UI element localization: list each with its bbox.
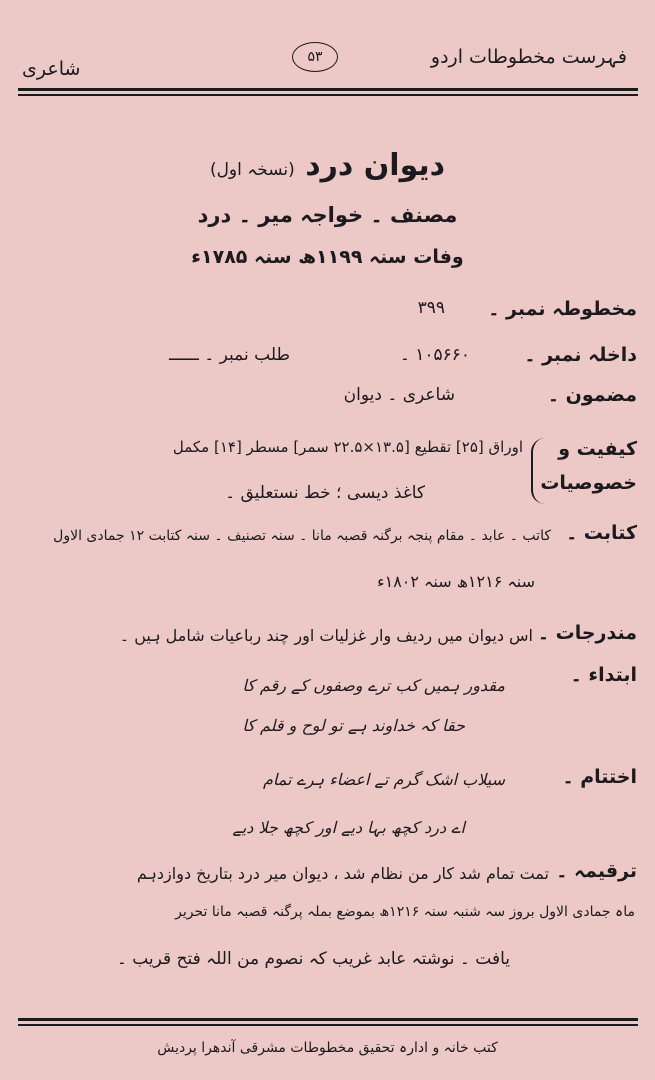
death-date: وفات سنہ ۱۱۹۹ھ سنہ ۱۷۸۵ء (191, 246, 464, 268)
author-line: مصنف ۔ خواجہ میر ۔ درد (197, 203, 458, 227)
incipit-label: ابتداء ۔ (570, 664, 637, 686)
manuscript-title (0, 148, 655, 183)
footer-rule-thin (18, 1024, 638, 1026)
header-rule-thin (18, 94, 638, 96)
scribe-line-1: کاتب ۔ عابد ۔ مقام پنجہ برگنہ قصبہ مانا ۔ سنہ تصنیف ۔ سنہ کتابت ۱۲ جمادی الاول (53, 528, 551, 544)
accession-number-value: ۱۰۵۶۶۰ ۔ (399, 345, 470, 365)
colophon-line-3: یافت ۔ نوشتہ عابد غریب کہ نصوم من اللہ فتح قریب ۔ (116, 949, 510, 969)
catalog-title: فہرست مخطوطات اردو (430, 46, 627, 68)
footer-text: کتب خانہ و ادارہ تحقیق مخطوطات مشرقی آندھرا پردیش (157, 1040, 498, 1056)
title-text: دیوان درد (305, 148, 446, 183)
colophon-label: ترقیمہ ۔ (556, 860, 637, 882)
manuscript-number-value: ۳۹۹ (417, 298, 445, 318)
explicit-verse-2: اے درد کچھ بہا دیے اور کچھ جلا دیے (232, 818, 465, 837)
colophon-line-1: تمت تمام شد کار من نظام شد ، دیوان میر درد بتاریخ دوازدہم (136, 864, 549, 883)
scribe-line-2: سنہ ۱۲۱۶ھ سنہ ۱۸۰۲ء (377, 572, 535, 591)
section-name: شاعری (22, 58, 81, 80)
condition-label-1: کیفیت و (558, 438, 637, 460)
grouping-brace (531, 438, 547, 504)
scribe-label: کتابت ۔ (566, 522, 637, 544)
incipit-verse-1: مقدور ہمیں کب ترے وصفوں کے رقم کا (242, 676, 505, 695)
condition-line-2: کاغذ دیسی ؛ خط نستعلیق ۔ (225, 483, 425, 503)
incipit-verse-2: حقا کہ خداوند ہے تو لوح و قلم کا (242, 716, 465, 735)
explicit-verse-1: سیلاب اشک گرم تے اعضاء ہرے تمام (262, 770, 505, 789)
condition-line-1: اوراق [۲۵] تقطیع [۱۳.۵×۲۲.۵ سمر] مسطر [۱۴] مکمل (172, 438, 523, 456)
accession-number-label: داخلہ نمبر ۔ (524, 344, 637, 366)
explicit-label: اختتام ۔ (562, 766, 637, 788)
subject-value: شاعری ۔ دیوان (343, 385, 455, 405)
contents-label: مندرجات ۔ (537, 622, 637, 644)
condition-label-2: خصوصیات (540, 472, 637, 494)
header-rule (18, 88, 638, 91)
contents-value: اس دیوان میں ردیف وار غزلیات اور چند رباعیات شامل ہیں ۔ (119, 626, 533, 645)
title-note: (نسخہ اول) (209, 160, 295, 180)
footer-rule (18, 1018, 638, 1021)
colophon-line-2: ماہ جمادی الاول بروز سہ شنبہ سنہ ۱۲۱۶ھ بموضع بملہ پرگنہ قصبہ مانا تحریر (175, 904, 635, 920)
request-number: طلب نمبر ۔ ــــــ (169, 345, 290, 365)
manuscript-number-label: مخطوطہ نمبر ۔ (488, 298, 637, 320)
subject-label: مضمون ۔ (547, 384, 637, 406)
page-number: ۵۳ (292, 42, 338, 72)
